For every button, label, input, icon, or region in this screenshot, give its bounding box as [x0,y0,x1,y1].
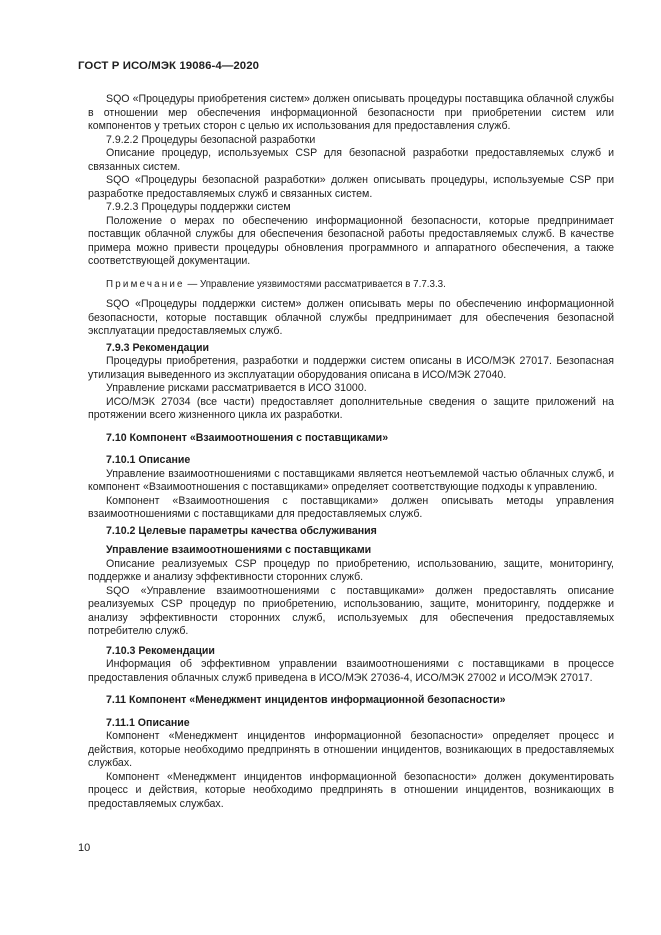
document-header: ГОСТ Р ИСО/МЭК 19086-4—2020 [78,60,260,72]
paragraph: SQO «Процедуры приобретения систем» должен описывать процедуры поставщика облачной службы в отношении мер обеспечения информационной безопасности при приобретении систем или компонентов у третьих сторон с целью их использования для предоставления служб. [88,93,614,132]
paragraph: Компонент «Менеджмент инцидентов информационной безопасности» должен документировать процесс и действия, которые необходимо предпринять в отношении инцидентов, возникающих в предоставляемых службах. [88,770,614,810]
note-text: — Управление уязвимостями рассматривается в 7.7.3.3. [184,278,446,290]
paragraph: Положение о мерах по обеспечению информационной безопасности, которые предпринимает поставщик облачной службы для обеспечения безопасной работы предоставляемых служб. В качестве примера можно привести процедуры обновления программного и аппаратного обеспечения, а также соответствующей документации. [88,214,614,267]
paragraph: SQO «Процедуры поддержки систем» должен описывать меры по обеспечению информационной безопасности, которые поставщик облачной службы предпринимает для обеспечения безопасной эксплуатации предоставляемых служб. [88,298,614,337]
paragraph: Компонент «Взаимоотношения с поставщиками» должен описывать методы управления взаимоотношениями с поставщиками для предоставляемых служб. [88,494,614,520]
page-number: 10 [78,842,91,854]
section-heading-7-10: 7.10 Компонент «Взаимоотношения с поставщиками» [106,431,389,444]
subheading-supplier-management: Управление взаимоотношениями с поставщиками [106,544,372,556]
paragraph: Управление рисками рассматривается в ИСО 31000. [106,382,367,394]
paragraph: SQO «Управление взаимоотношениями с поставщиками» должен предоставлять описание реализуемых CSP процедур по приобретению, использованию, защите, мониторингу, поддержке и анализу эффективности сторонних служб, используемых для обеспечения предоставляемых потребителю служб. [88,584,614,637]
section-heading-7-9-2-2: 7.9.2.2 Процедуры безопасной разработки [106,133,316,146]
paragraph: Управление взаимоотношениями с поставщиками является неотъемлемой частью облачных служб, и компонент «Взаимоотношения с поставщиками» определяет соответствующие подходы к управлению. [88,467,614,493]
section-heading-7-11-1: 7.11.1 Описание [106,716,190,729]
paragraph: SQO «Процедуры безопасной разработки» должен описывать процедуры, используемые CSP при разработке предоставляемых служб и связанных систем. [88,174,614,200]
paragraph: Описание реализуемых CSP процедур по приобретению, использованию, защите, мониторингу, поддержке и анализу эффективности сторонних служб. [88,557,614,583]
paragraph: Информация об эффективном управлении взаимоотношениями с поставщиками в процессе предоставления облачных служб приведена в ИСО/МЭК 27036-4, ИСО/МЭК 27002 и ИСО/МЭК 27017. [88,658,614,684]
section-heading-7-10-2: 7.10.2 Целевые параметры качества обслуживания [106,524,377,537]
document-body [88,93,614,811]
note-label: Примечание [106,278,185,290]
section-heading-7-11: 7.11 Компонент «Менеджмент инцидентов информационной безопасности» [106,694,506,706]
paragraph: Процедуры приобретения, разработки и поддержки систем описаны в ИСО/МЭК 27017. Безопасная утилизация выведенного из эксплуатации оборудования описана в ИСО/МЭК 27040. [88,355,614,381]
paragraph: Компонент «Менеджмент инцидентов информационной безопасности» определяет процесс и действия, которые необходимо предпринять в отношении инцидентов, возникающих в предоставляемых службах. [88,730,614,769]
section-heading-7-9-3: 7.9.3 Рекомендации [106,341,209,354]
section-heading-7-10-3: 7.10.3 Рекомендации [106,644,215,657]
note [88,278,614,292]
section-heading-7-10-1: 7.10.1 Описание [106,454,191,466]
paragraph: Описание процедур, используемых CSP для безопасной разработки предоставляемых служб и связанных систем. [88,147,614,173]
section-heading-7-9-2-3: 7.9.2.3 Процедуры поддержки систем [106,201,291,213]
paragraph: ИСО/МЭК 27034 (все части) предоставляет дополнительные сведения о защите приложений на протяжении всего жизненного цикла их разработки. [88,395,614,421]
